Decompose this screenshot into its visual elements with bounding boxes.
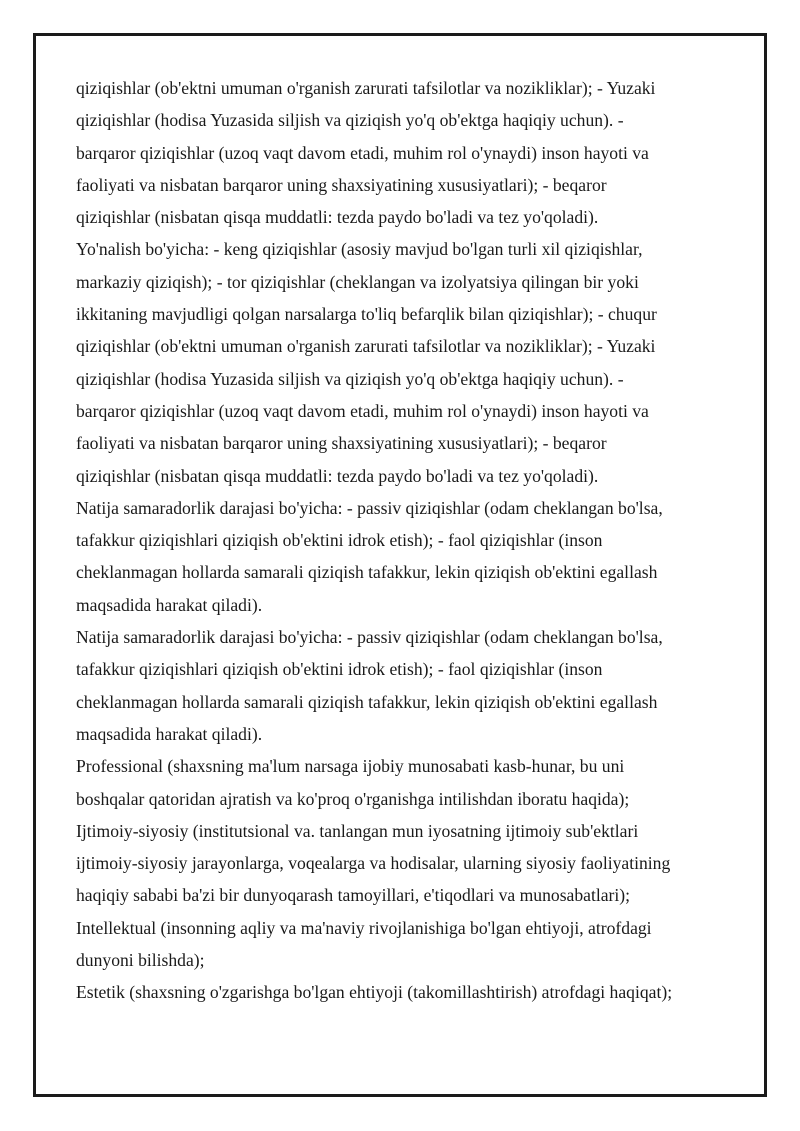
text-line: maqsadida harakat qiladi). [76, 594, 263, 615]
text-line: Estetik (shaxsning o'zgarishga bo'lgan ehtiyoji (takomillashtirish) atrofdagi haqiqat); [76, 982, 673, 1003]
text-line: faoliyati va nisbatan barqaror uning shaxsiyatining xususiyatlari); - beqaror [76, 433, 607, 454]
text-line: Professional (shaxsning ma'lum narsaga ijobiy munosabati kasb-hunar, bu uni [76, 756, 625, 777]
text-line: tafakkur qiziqishlari qiziqish ob'ektini idrok etish); - faol qiziqishlar (inson [76, 659, 603, 680]
text-line: ikkitaning mavjudligi qolgan narsalarga to'liq befarqlik bilan qiziqishlar); - chuqur [76, 304, 657, 325]
text-line: maqsadida harakat qiladi). [76, 723, 263, 744]
text-line: Yo'nalish bo'yicha: - keng qiziqishlar (asosiy mavjud bo'lgan turli xil qiziqishlar, [76, 239, 643, 260]
text-line: qiziqishlar (nisbatan qisqa muddatli: tezda paydo bo'ladi va tez yo'qoladi). [76, 465, 599, 486]
text-line: Natija samaradorlik darajasi bo'yicha: - passiv qiziqishlar (odam cheklangan bo'lsa, [76, 627, 663, 648]
text-line: faoliyati va nisbatan barqaror uning shaxsiyatining xususiyatlari); - beqaror [76, 174, 607, 195]
text-line: Intellektual (insonning aqliy va ma'naviy rivojlanishiga bo'lgan ehtiyoji, atrofdagi [76, 917, 652, 938]
text-line: Natija samaradorlik darajasi bo'yicha: - passiv qiziqishlar (odam cheklangan bo'lsa, [76, 497, 663, 518]
text-line: qiziqishlar (ob'ektni umuman o'rganish zarurati tafsilotlar va nozikliklar); - Yuzaki [76, 336, 656, 357]
text-line: qiziqishlar (hodisa Yuzasida siljish va qiziqish yo'q ob'ektga haqiqiy uchun). - [76, 368, 624, 389]
text-line: boshqalar qatoridan ajratish va ko'proq o'rganishga intilishdan iboratu haqida); [76, 788, 630, 809]
text-line: ijtimoiy-siyosiy jarayonlarga, voqealarga va hodisalar, ularning siyosiy faoliyatining [76, 853, 671, 874]
text-line: dunyoni bilishda); [76, 950, 205, 971]
text-line: cheklanmagan hollarda samarali qiziqish tafakkur, lekin qiziqish ob'ektini egallash [76, 562, 658, 583]
text-line: barqaror qiziqishlar (uzoq vaqt davom etadi, muhim rol o'ynaydi) inson hayoti va [76, 400, 649, 421]
text-line: haqiqiy sababi ba'zi bir dunyoqarash tamoyillari, e'tiqodlari va munosabatlari); [76, 885, 631, 906]
document-body [76, 72, 726, 1009]
text-line: markaziy qiziqish); - tor qiziqishlar (cheklangan va izolyatsiya qilingan bir yoki [76, 271, 639, 292]
text-line: qiziqishlar (ob'ektni umuman o'rganish zarurati tafsilotlar va nozikliklar); - Yuzaki [76, 78, 656, 98]
text-line: qiziqishlar (hodisa Yuzasida siljish va qiziqish yo'q ob'ektga haqiqiy uchun). - [76, 110, 624, 131]
text-line: Ijtimoiy-siyosiy (institutsional va. tanlangan mun iyosatning ijtimoiy sub'ektlari [76, 820, 639, 841]
text-line: cheklanmagan hollarda samarali qiziqish tafakkur, lekin qiziqish ob'ektini egallash [76, 691, 658, 712]
text-line: barqaror qiziqishlar (uzoq vaqt davom etadi, muhim rol o'ynaydi) inson hayoti va [76, 142, 649, 163]
text-line: qiziqishlar (nisbatan qisqa muddatli: tezda paydo bo'ladi va tez yo'qoladi). [76, 207, 599, 228]
text-line: tafakkur qiziqishlari qiziqish ob'ektini idrok etish); - faol qiziqishlar (inson [76, 530, 603, 551]
